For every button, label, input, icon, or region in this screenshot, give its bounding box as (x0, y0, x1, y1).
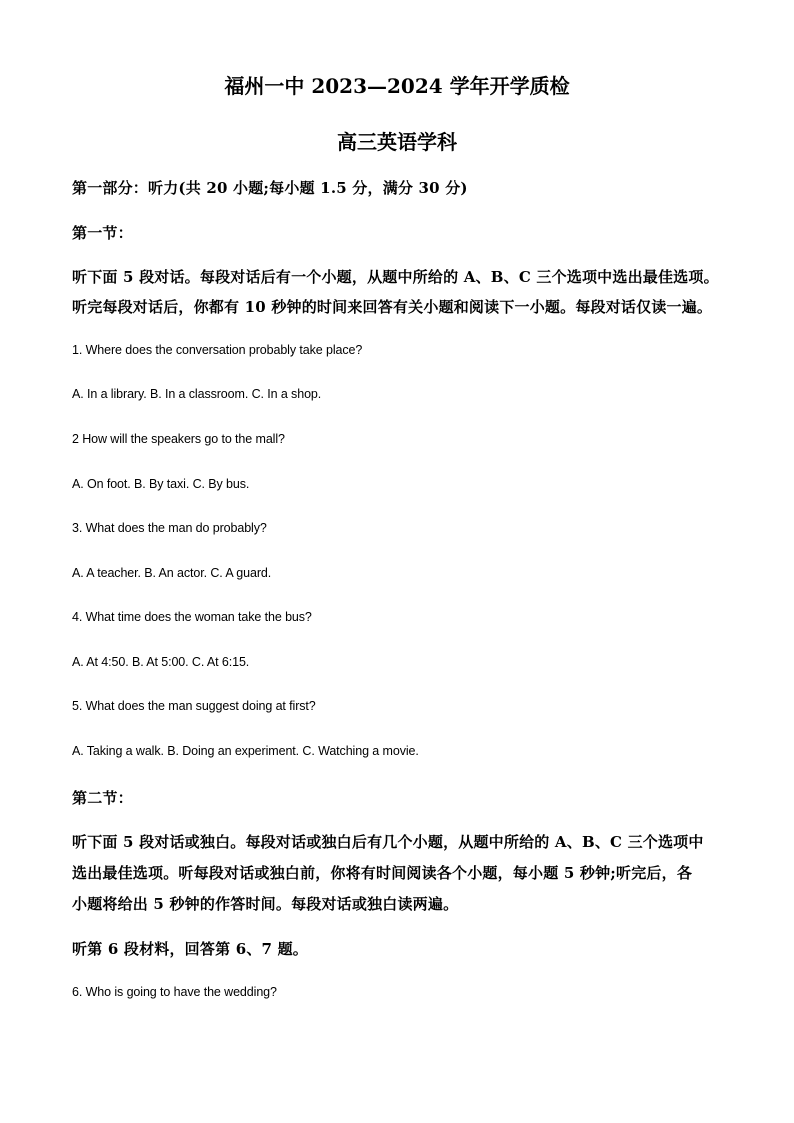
section1-heading: 第一节： (72, 224, 133, 242)
question-3-options: A. A teacher. B. An actor. C. A guard. (72, 566, 272, 580)
question-1: 1. Where does the conversation probably take place? (72, 343, 363, 357)
question-6: 6. Who is going to have the wedding? (72, 985, 277, 999)
section1-instructions-line2: 听完每段对话后，你都有 10 秒钟的时间来回答有关小题和阅读下一小题。每段对话仅读一遍。 (72, 298, 713, 316)
question-2-options: A. On foot. B. By taxi. C. By bus. (72, 477, 250, 491)
question-4: 4. What time does the woman take the bus? (72, 610, 312, 624)
question-3: 3. What does the man do probably? (72, 521, 267, 535)
section2-instructions-line1: 听下面 5 段对话或独白。每段对话或独白后有几个小题，从题中所给的 A、B、C 三个选项中 (72, 833, 704, 851)
document-title: 福州一中 2023—2024 学年开学质检 (224, 74, 570, 98)
question-2: 2 How will the speakers go to the mall? (72, 432, 285, 446)
document-subtitle: 高三英语学科 (337, 130, 457, 154)
section2-instructions-line2: 选出最佳选项。听每段对话或独白前，你将有时间阅读各个小题，每小题 5 秒钟;听完后，各 (72, 864, 693, 882)
question-5: 5. What does the man suggest doing at first? (72, 699, 316, 713)
section2-instructions-line3: 小题将给出 5 秒钟的作答时间。每段对话或独白读两遍。 (72, 895, 459, 913)
question-4-options: A. At 4:50. B. At 5:00. C. At 6:15. (72, 655, 250, 669)
material-6-heading: 听第 6 段材料，回答第 6、7 题。 (72, 940, 309, 958)
section1-instructions-line1: 听下面 5 段对话。每段对话后有一个小题，从题中所给的 A、B、C 三个选项中选出最佳选项。 (72, 268, 719, 286)
question-1-options: A. In a library. B. In a classroom. C. In a shop. (72, 387, 322, 401)
question-5-options: A. Taking a walk. B. Doing an experiment. C. Watching a movie. (72, 744, 419, 758)
section2-heading: 第二节： (72, 789, 133, 807)
part1-heading: 第一部分：听力(共 20 小题;每小题 1.5 分，满分 30 分) (72, 179, 468, 197)
